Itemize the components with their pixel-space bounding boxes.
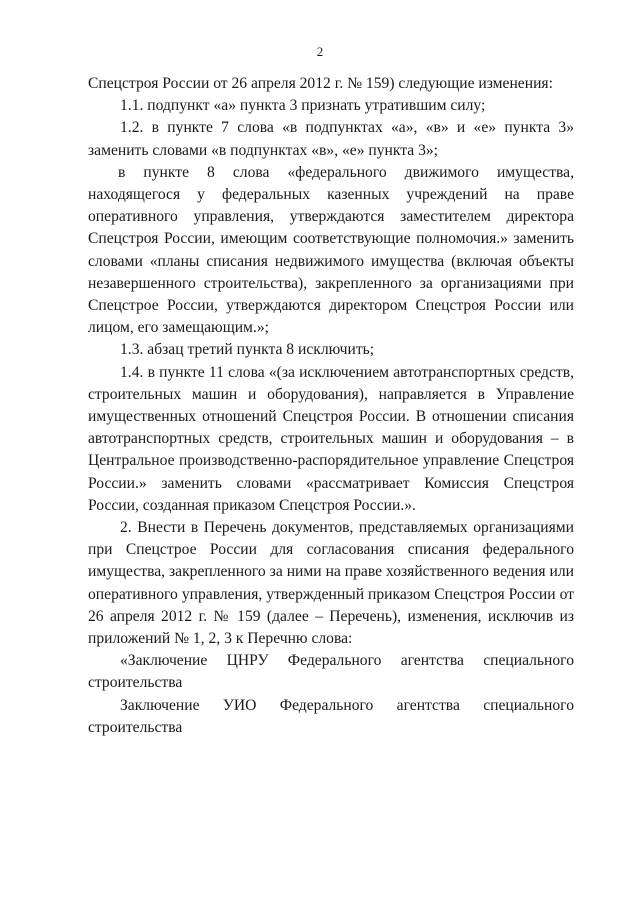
paragraph-item-1-3: 1.3. абзац третий пункта 8 исключить; (120, 341, 375, 359)
paragraph-item-2: 2. Внести в Перечень документов, представляемых организациями при Спецстрое России для согласования списания федерального имущества, закрепленного за ними на праве хозяйственного ведения или оперативного управления, утвержденный приказом Спецстроя России от 26 апреля 2012 г. № 159 (далее – Перечень), изменения, исключив из приложений № 1, 2, 3 к Перечню слова: (88, 519, 574, 648)
document-body (88, 73, 574, 739)
paragraph-quote-uio: Заключение УИО Федерального агентства специального строительства (88, 696, 574, 736)
paragraph-item-1-2: 1.2. в пункте 7 слова «в подпунктах «а», «в» и «е» пункта 3» заменить словами «в подпунктах «в», «е» пункта 3»; (88, 119, 574, 159)
paragraph-quote-cnru: «Заключение ЦНРУ Федерального агентства специального строительства (88, 652, 574, 692)
page-number: 2 (316, 44, 324, 59)
paragraph-item-1-4: 1.4. в пункте 11 слова «(за исключением автотранспортных средств, строительных машин и оборудования), направляется в Управление имущественных отношений Спецстроя России. В отношении списания автотранспортных средств, строительных машин и оборудования – в Центральное производственно-распорядительное управление Спецстроя России.» заменить словами «рассматривает Комиссия Спецстроя России, созданная приказом Спецстроя России.». (88, 363, 574, 514)
paragraph-continuation: Спецстроя России от 26 апреля 2012 г. № 159) следующие изменения: (88, 75, 553, 92)
paragraph-item-1-1: 1.1. подпункт «а» пункта 3 признать утратившим силу; (120, 97, 486, 115)
paragraph-item-1-2-point-8: в пункте 8 слова «федерального движимого имущества, находящегося у федеральных казенных учреждений на праве оперативного управления, утверждаются заместителем директора Спецстроя России, имеющим соответствующие полномочия.» заменить словами «планы списания недвижимого имущества (включая объекты незавершенного строительства), закрепленного за организациями при Спецстрое России, утверждаются директором Спецстроя России или лицом, его замещающим.»; (88, 163, 574, 337)
